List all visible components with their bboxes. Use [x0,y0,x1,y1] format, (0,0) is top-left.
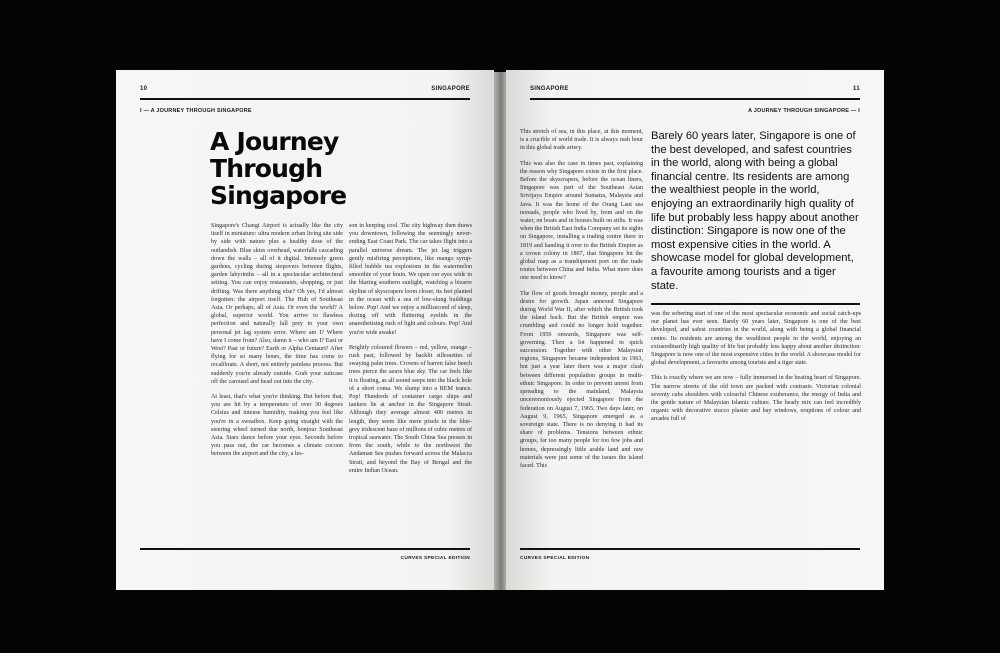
text-column-2 [349,222,472,542]
section-label: A JOURNEY THROUGH SINGAPORE — I [748,108,860,114]
body-paragraph: The flow of goods brought money, people and a desire for growth. Japan annexed Singapore during World War II, after which the British took the island back. But the British empire was crumbling and could no longer hold together. From 1959 onwards, Singapore was self-governing. Then a lot happened in quick succession. Together with other Malaysian regions, Singapore became independent in 1963, but just a year later there was a major clash between different population groups in multi-ethnic Singapore. In order to prevent unrest from spreading to the mainland, Malaysia unceremoniously ejected Singapore from the federation on August 7, 1965. Two days later, on August 9, 1965, Singapore emerged as a sovereign state. There is no denying it had its share of problems. Tensions between ethnic groups, far too many people for too few jobs and homes, depressingly little arable land and raw materials were just some of the issues the island faced. This [520,290,643,469]
article-title: A Journey Through Singapore [210,127,347,210]
body-paragraph: was the sobering start of one of the most spectacular economic and social catch-ups our planet has ever seen. Barely 60 years later, Singapore is one of the best developed, and safest countries in the world, along with being a global financial centre. Its residents are among the wealthiest people in the world, enjoying an extraordinarily high quality of life but probably less happy about another distinction: Singapore is now one of the most expensive cities in the world. A showcase model for global development, a favourite among tourists and a tiger state. [651,311,861,367]
page-number: 10 [140,86,148,92]
running-head: SINGAPORE [431,86,470,92]
left-page-header [140,86,470,96]
section-label: I — A JOURNEY THROUGH SINGAPORE [140,108,252,114]
left-page [116,70,494,590]
footer-rule [520,548,860,550]
footer-rule [140,548,470,550]
body-paragraph: At least, that's what you're thinking. But before that, you are hit by a temperature of over 30 degrees Celsius and intense humidity, making you feel like you're in a sweatbox. Keep going straight with the steering wheel turned due north, bonjour Southeast Asia. Stars dance before your eyes. Seconds before you pass out, the car becomes a climate cocoon between the airport and the city, a les- [211,394,343,458]
right-page [506,70,884,590]
body-paragraph: Brightly coloured flowers – red, yellow, orange – rush past, followed by backlit silhouettes of swaying palm trees. Crowns of barren false beech trees pierce the azure blue sky. The car feels like it is floating, as all sound seeps into the black hole of a short coma. We slump into a REM trance. Pop! Hundreds of container cargo ships and tankers lie at anchor in the Singapore Strait. Although they average almost 400 metres in length, they seem like mere pixels in the blue-grey iridescent haze of millions of cubic metres of tropical seawater. The South China Sea presses in from the south, while to the northwest the Andaman Sea pushes forward across the Malacca Strait, and beyond the Bay of Bengal and the entire Indian Ocean. [349,344,472,474]
footer-label: CURVES SPECIAL EDITION [520,556,590,561]
body-paragraph: This is exactly where we are now – fully immersed in the beating heart of Singapore. The narrow streets of the old town are packed with contrasts. Victorian colonial seventy cubs shoulders with colourful Chinese exuberance, the energy of India and the gentle nature of Malaysian Islamic culture. The heady mix can feel incredibly organic with decorative stucco plaster and bay windows, eruptions of colour and arcades full of [651,375,861,423]
footer-label: CURVES SPECIAL EDITION [400,556,470,561]
pull-quote-rule [651,303,860,305]
pull-quote: Barely 60 years later, Singapore is one of the best developed, and safest countries in the world, along with being a global financial centre. Its residents are among the wealthiest people in the world, enjoying an extraordinarily high quality of life but probably less happy about another distinction: Singapore is now one of the most expensive cities in the world. A showcase model for global development, a favourite among tourists and a tiger state. [651,130,859,292]
text-column-1 [211,222,343,542]
body-paragraph: This stretch of sea, in this place, at this moment, is a crucible of world trade. It is always rush hour in this global trade artery. [520,129,643,152]
page-number: 11 [853,86,860,92]
right-page-header [530,86,860,96]
body-paragraph: son in keeping cool. The city highway then draws you downtown, following the seemingly never-ending East Coast Park. The car takes flight into a parallel universe dream. The jet lag triggers gently misfiring perceptions, like mango syrup-filled bubble tea explosions in the watermelon smoothie of your brain. We open our eyes wide in the blazing southern sunlight, watching a bizarre skyline of skyscrapers loom closer, its feet planted in the ocean with a sea of low-slung buildings below. Pop! And we enjoy a millisecond of sleep, dozing off with fluttering eyelids in the anaesthetising rush of light and colours. Pop! And you're wide awake! [349,223,472,336]
body-paragraph: This was also the case in times past, explaining the reason why Singapore exists in the first place. Before the skyscrapers, before the ocean liners, Singapore was part of the Southeast Asian Srivijaya Empire around Sumatra, Malaysia and Java. It was the home of the Orang Laut sea nomads, people who lived by, from and on the water, on boats and in houses built on stilts. It was when the British East India Company set its sights on Singapore, installing a trading centre there in 1819 and handing it over to the British Empire as a crown colony in 1867, that Singapore hit the global map as a transhipment port on the trade routes between China and India. What more does one need to know? [520,160,643,282]
header-rule [530,98,860,100]
header-rule [140,98,470,100]
running-head: SINGAPORE [530,86,569,92]
body-paragraph: Singapore's Changi Airport is actually like the city itself in miniature: ultra modern urban living site side by side with nature plus a healthy dose of the outlandish. Blue skies overhead, waterfalls cascading down the walls – all of it digital. Intensely green gardens, cycling during stopovers between flights, garden labyrinths – all in a spectacular architectural setting. You can enjoy restaurants, shopping, or just drifting. Was there anything else? Oh yes, I'd almost forgotten: the airport itself. The Hub of Southeast Asia. Or perhaps, all of Asia. Or even the world? A global, superior world. You arrive to flawless perfection and naturally fall prey to your own personal jet lag system error. Where am I? Where have I come from? Also, damn it – who am I? East or West? Past or future? Earth or Alpha Centauri? After flying for so many hours, the time has come to recalibrate. A short, not entirely painless process. But suddenly you're already outside. Grab your suitcase off the carousel and head out into the city. [211,223,343,385]
text-column-2 [651,310,861,545]
text-column-1 [520,128,643,548]
